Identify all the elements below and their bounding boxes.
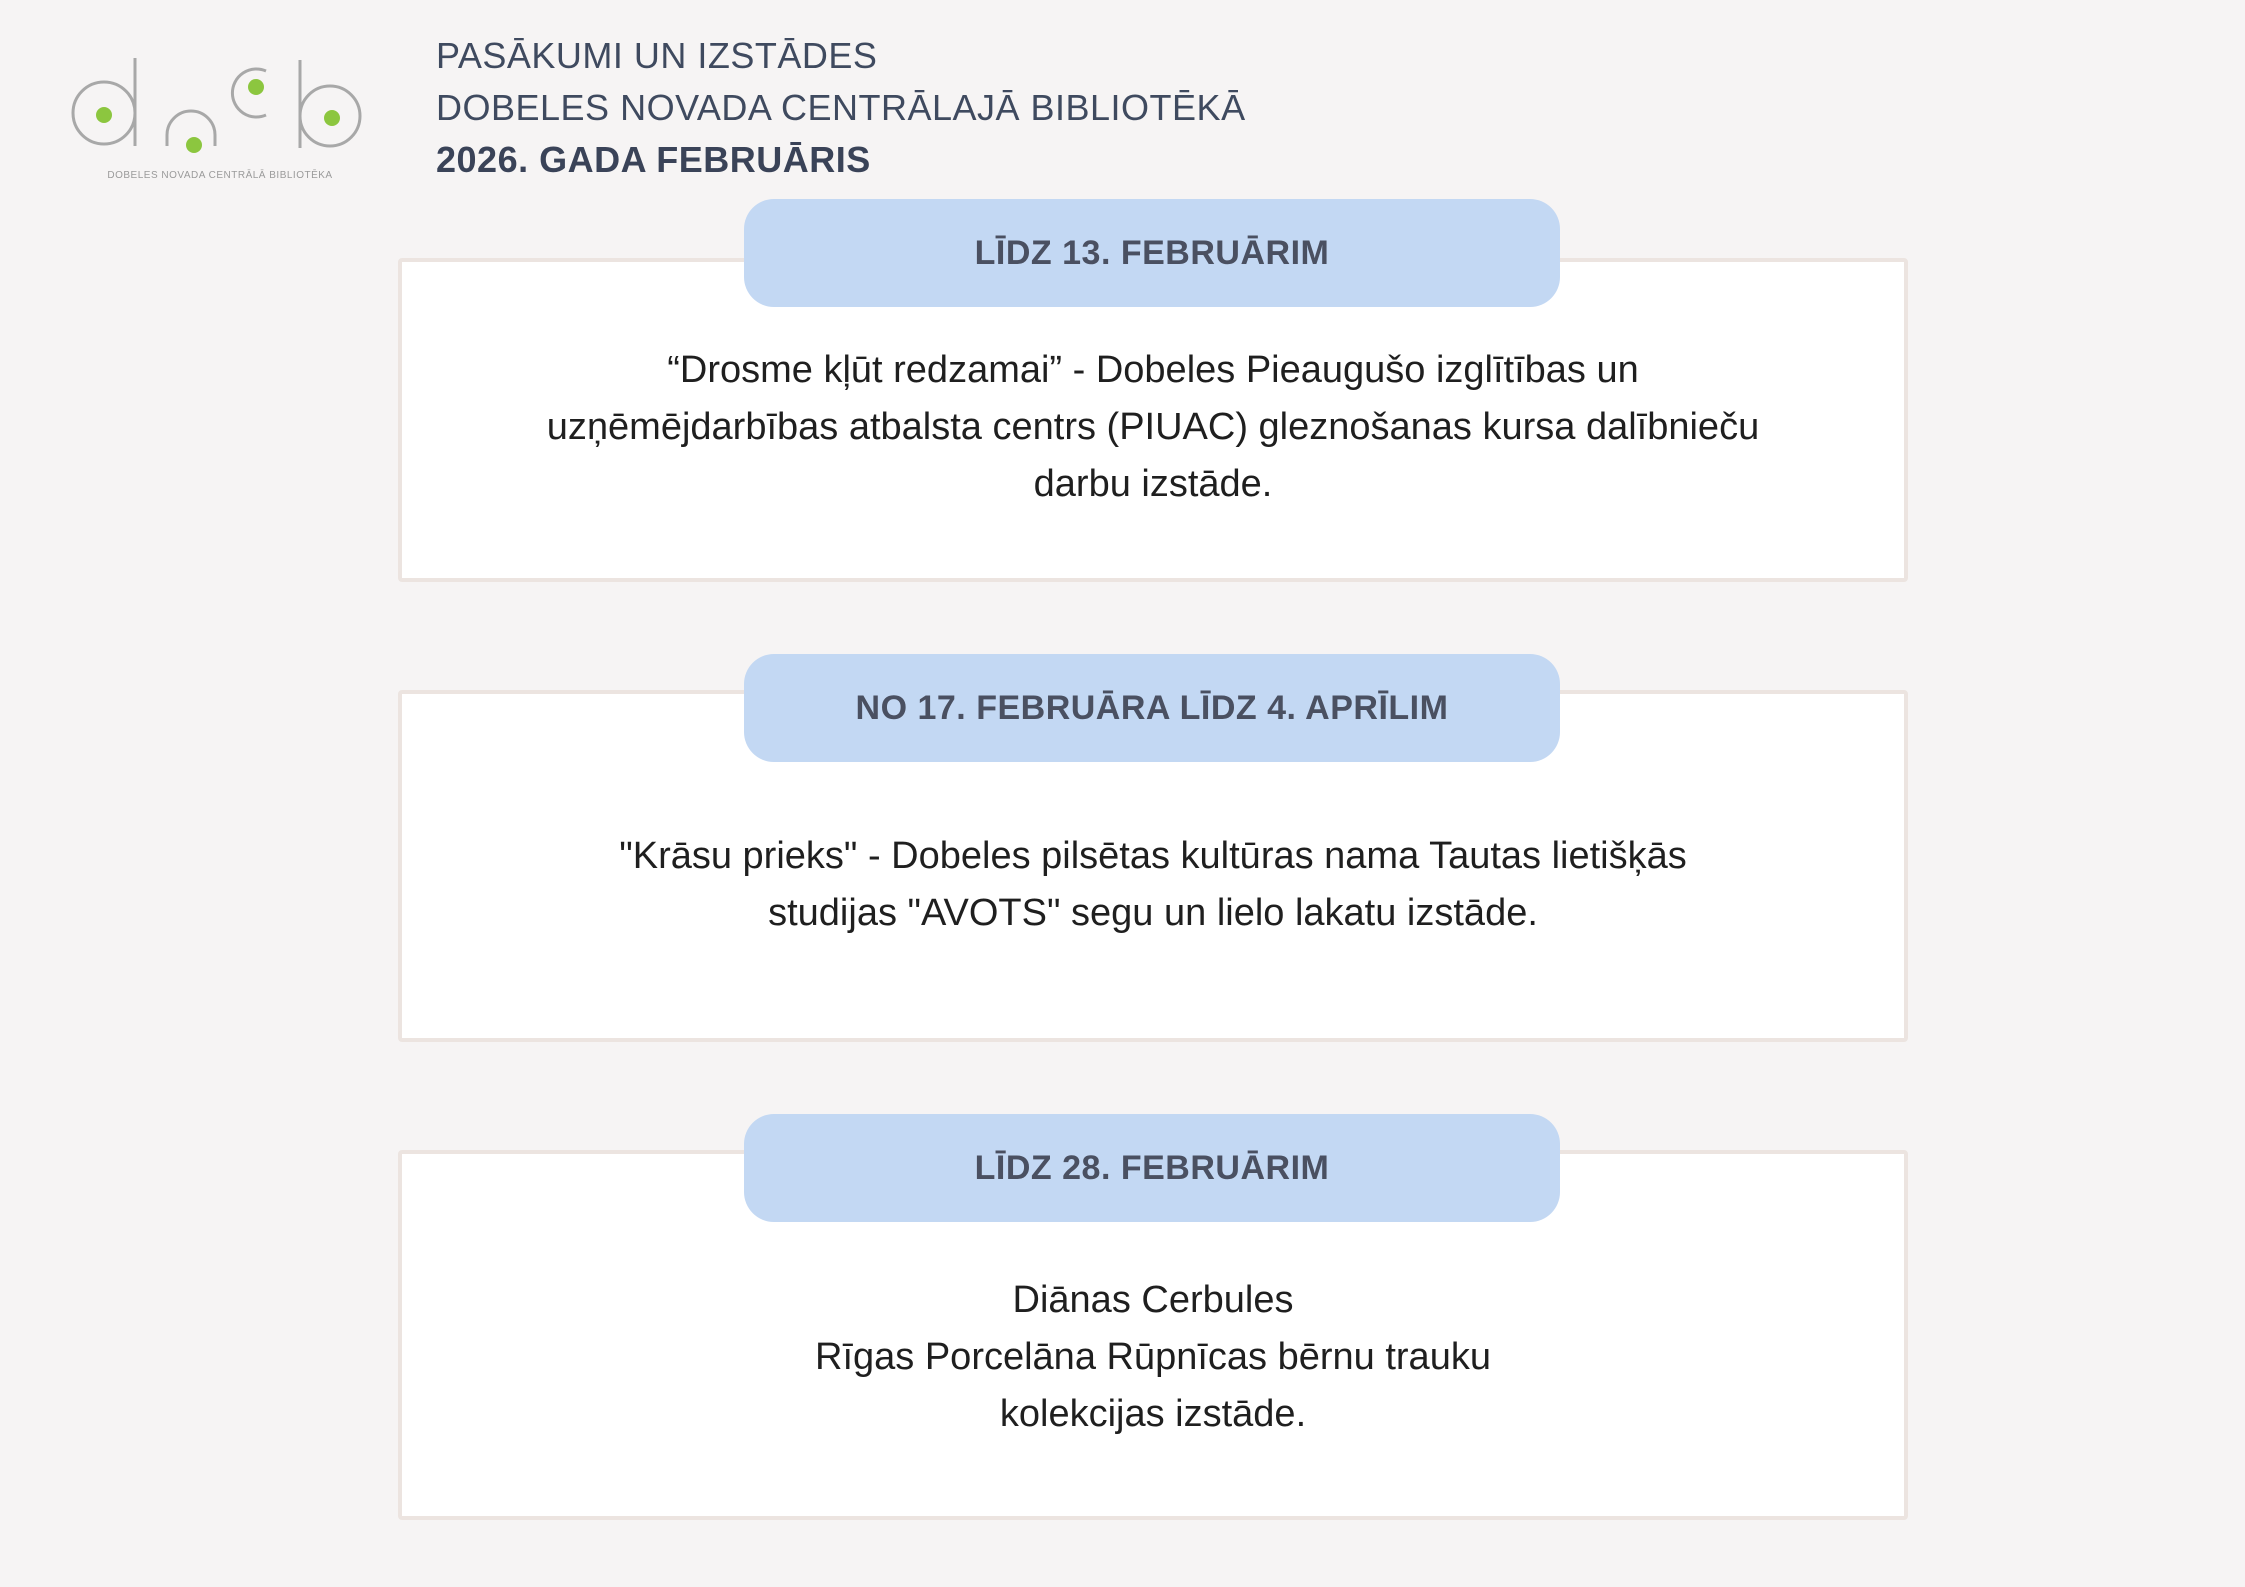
event-text-line: Diānas Cerbules (1012, 1279, 1294, 1321)
page-header (436, 30, 1246, 186)
header-title: PASĀKUMI UN IZSTĀDES (436, 35, 878, 76)
event-text-line: "Krāsu prieks" - Dobeles pilsētas kultūras nama Tautas lietišķās (619, 835, 1687, 877)
library-logo (70, 48, 370, 188)
event-description (402, 1272, 1904, 1443)
event-date-badge: LĪDZ 28. FEBRUĀRIM (744, 1114, 1560, 1222)
header-month: 2026. GADA FEBRUĀRIS (436, 139, 871, 180)
header-subtitle: DOBELES NOVADA CENTRĀLAJĀ BIBLIOTĒKĀ (436, 87, 1246, 128)
dncb-logo-icon (70, 48, 370, 168)
event-date-badge: NO 17. FEBRUĀRA LĪDZ 4. APRĪLIM (744, 654, 1560, 762)
event-text-line: studijas "AVOTS" segu un lielo lakatu izstāde. (768, 892, 1538, 934)
event-text-line: kolekcijas izstāde. (999, 1393, 1307, 1435)
event-text-line: Rīgas Porcelāna Rūpnīcas bērnu trauku (815, 1336, 1491, 1378)
logo-caption: DOBELES NOVADA CENTRĀLĀ BIBLIOTĒKA (107, 170, 333, 181)
event-text-line: “Drosme kļūt redzamai” - Dobeles Pieaugušo izglītības un (667, 349, 1639, 391)
event-text-line: darbu izstāde. (1033, 463, 1273, 505)
event-date-badge: LĪDZ 13. FEBRUĀRIM (744, 199, 1560, 307)
event-description (402, 828, 1904, 942)
event-description (402, 342, 1904, 513)
event-text-line: uzņēmējdarbības atbalsta centrs (PIUAC) gleznošanas kursa dalībnieču (546, 406, 1760, 448)
